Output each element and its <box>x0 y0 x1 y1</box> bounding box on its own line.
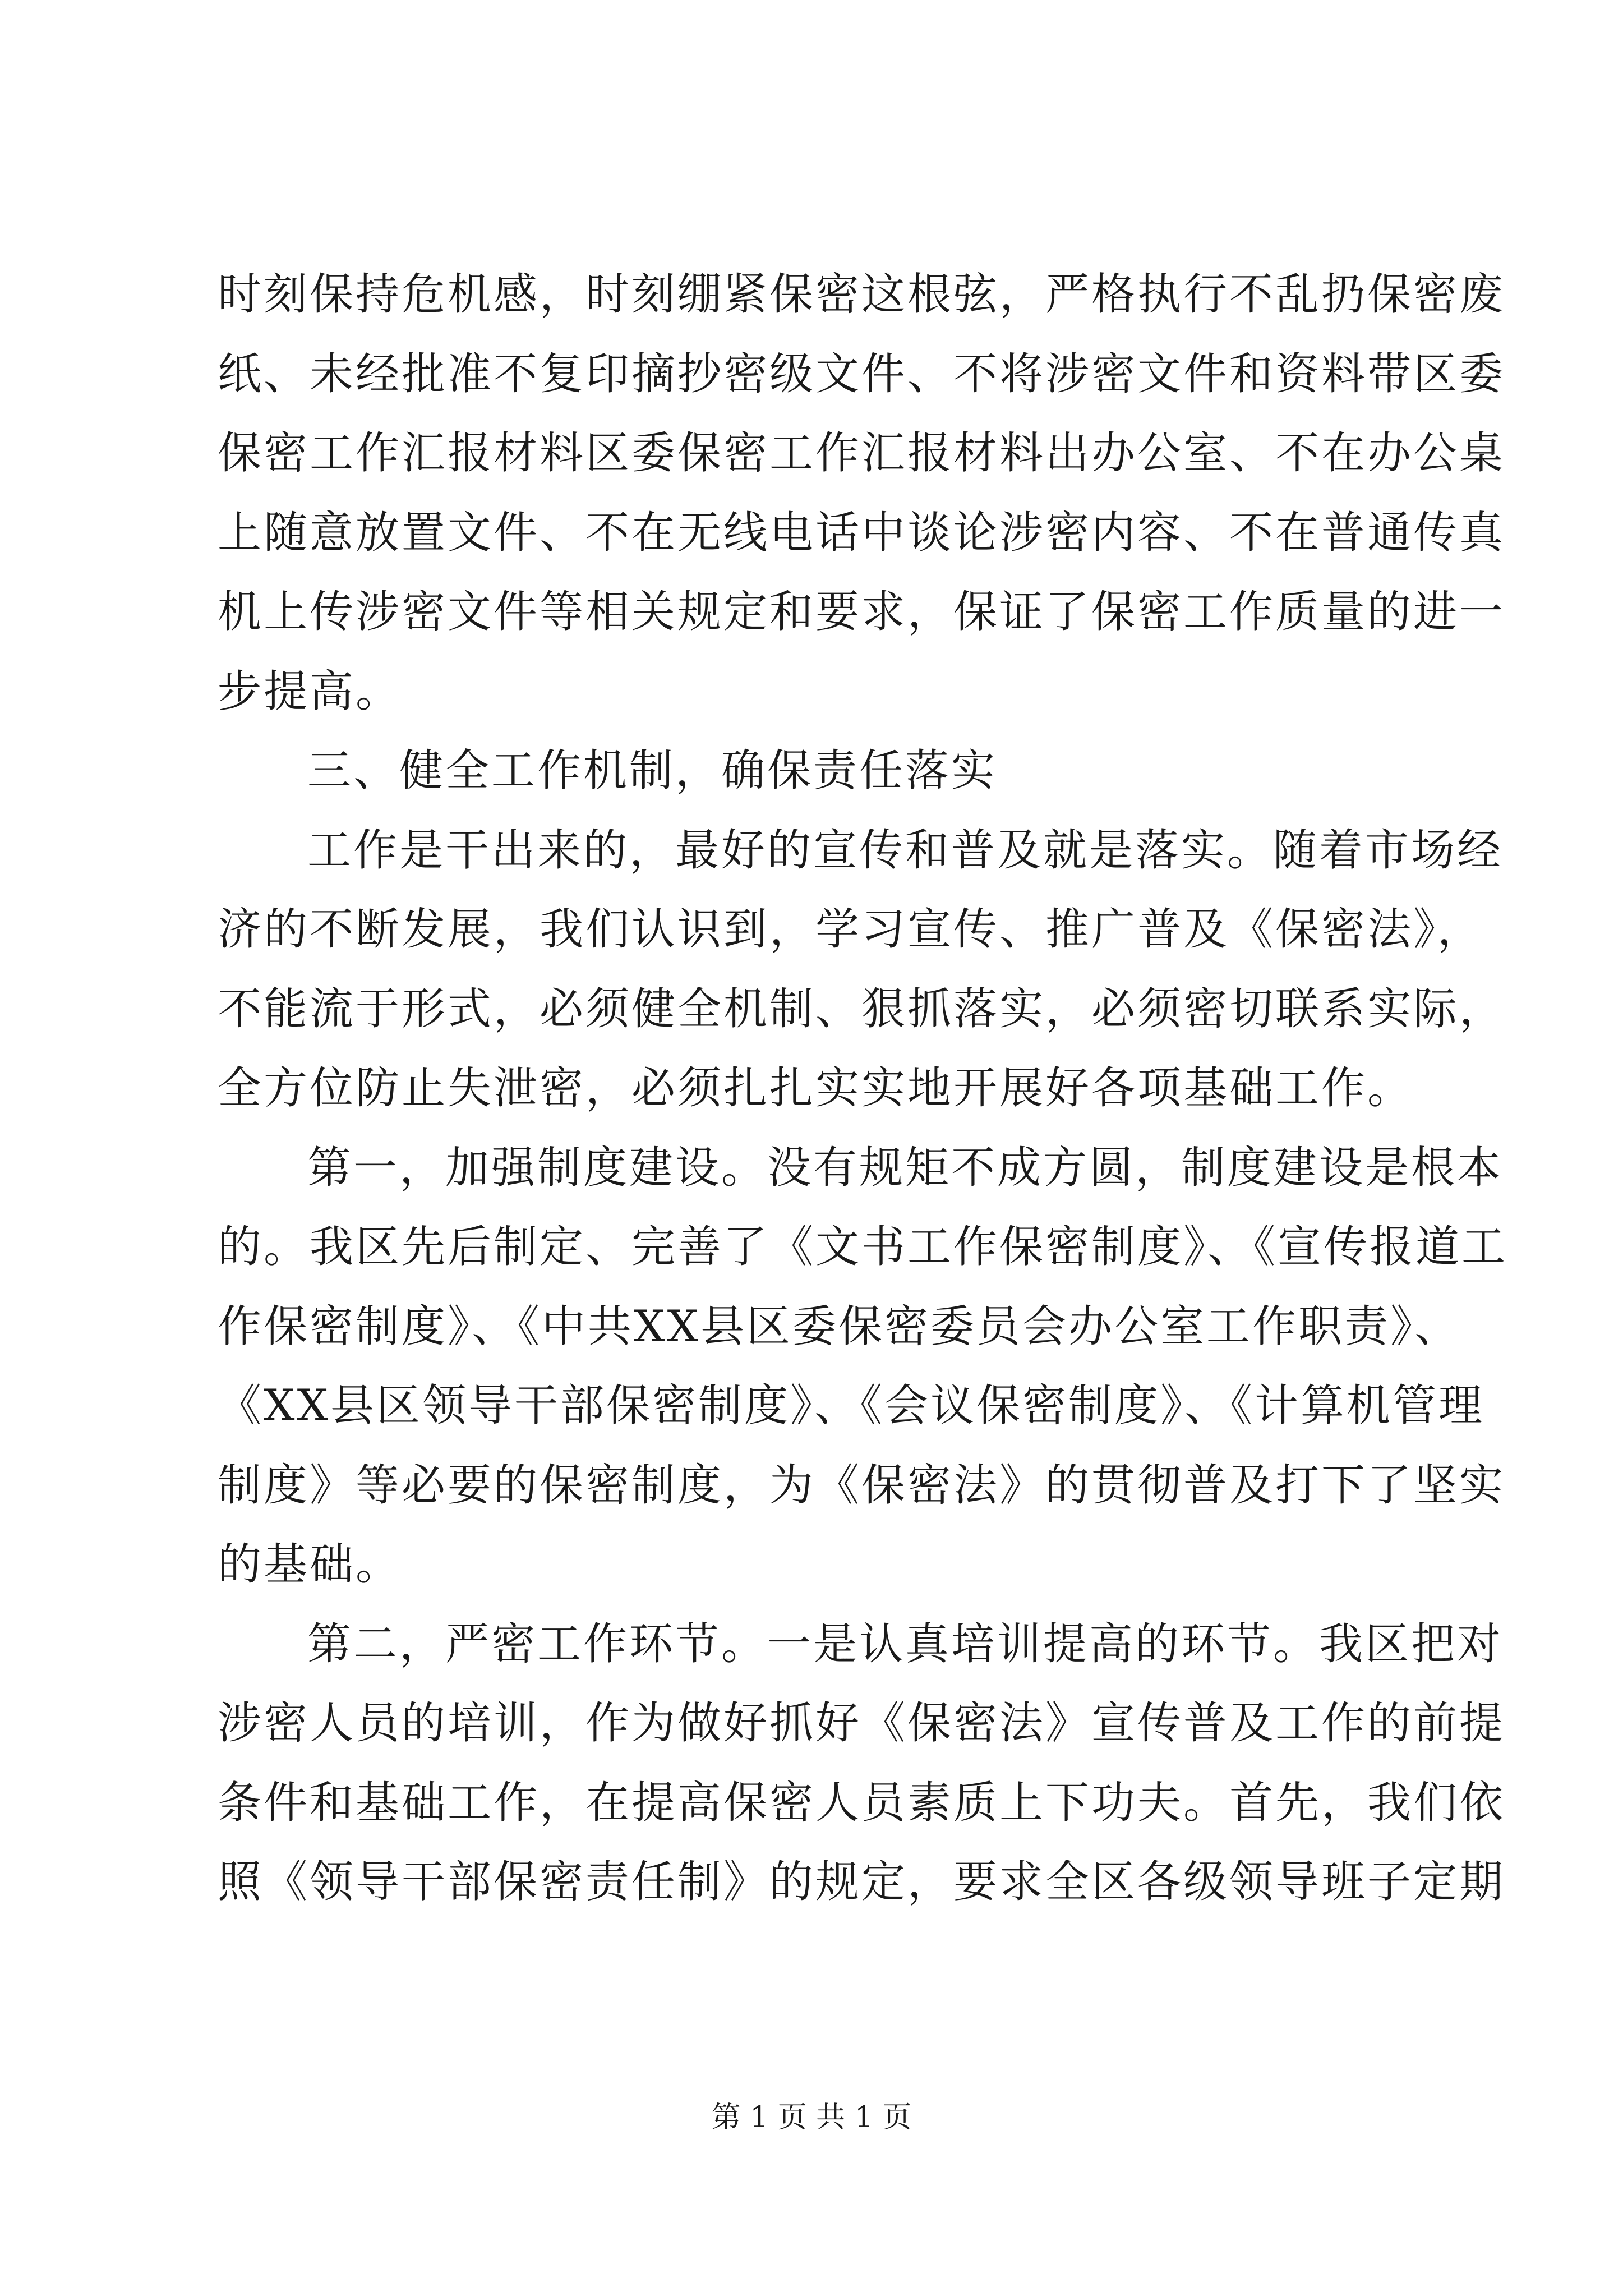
text-line: 上随意放置文件、不在无线电话中谈论涉密内容、不在普通传真 <box>218 507 1506 558</box>
text-line: 不能流于形式，必须健全机制、狠抓落实，必须密切联系实际， <box>218 983 1506 1034</box>
text-line: 的基础。 <box>218 1539 402 1590</box>
text-line: 三、健全工作机制，确保责任落实 <box>307 746 998 796</box>
text-line: 全方位防止失泄密，必须扎扎实实地开展好各项基础工作。 <box>218 1063 1414 1114</box>
text-line: 涉密人员的培训，作为做好抓好《保密法》宣传普及工作的前提 <box>218 1698 1506 1749</box>
document-body <box>218 255 1508 1922</box>
text-line: 步提高。 <box>218 666 402 717</box>
text-line: 照《领导干部保密责任制》的规定，要求全区各级领导班子定期 <box>218 1857 1506 1907</box>
text-line: 《XX县区领导干部保密制度》、《会议保密制度》、《计算机管理 <box>218 1381 1485 1431</box>
page-footer: 第 1 页 共 1 页 <box>711 2101 912 2134</box>
text-line: 济的不断发展，我们认识到，学习宣传、推广普及《保密法》， <box>218 904 1484 955</box>
text-line: 第一，加强制度建设。没有规矩不成方圆，制度建设是根本 <box>307 1142 1504 1193</box>
text-line: 纸、未经批准不复印摘抄密级文件、不将涉密文件和资料带区委 <box>218 348 1506 399</box>
text-line: 机上传涉密文件等相关规定和要求，保证了保密工作质量的进一 <box>218 587 1506 637</box>
text-line: 保密工作汇报材料区委保密工作汇报材料出办公室、不在办公桌 <box>218 428 1506 478</box>
text-line: 的。我区先后制定、完善了《文书工作保密制度》、《宣传报道工 <box>218 1222 1508 1272</box>
text-line: 时刻保持危机感，时刻绷紧保密这根弦，严格执行不乱扔保密废 <box>218 269 1506 320</box>
text-line: 条件和基础工作，在提高保密人员素质上下功夫。首先，我们依 <box>218 1777 1506 1828</box>
text-line: 第二，严密工作环节。一是认真培训提高的环节。我区把对 <box>307 1618 1504 1669</box>
text-line: 工作是干出来的，最好的宣传和普及就是落实。随着市场经 <box>307 825 1504 876</box>
text-line: 制度》等必要的保密制度，为《保密法》的贯彻普及打下了坚实 <box>218 1460 1506 1511</box>
text-line: 作保密制度》、《中共XX县区委保密委员会办公室工作职责》、 <box>218 1301 1461 1352</box>
